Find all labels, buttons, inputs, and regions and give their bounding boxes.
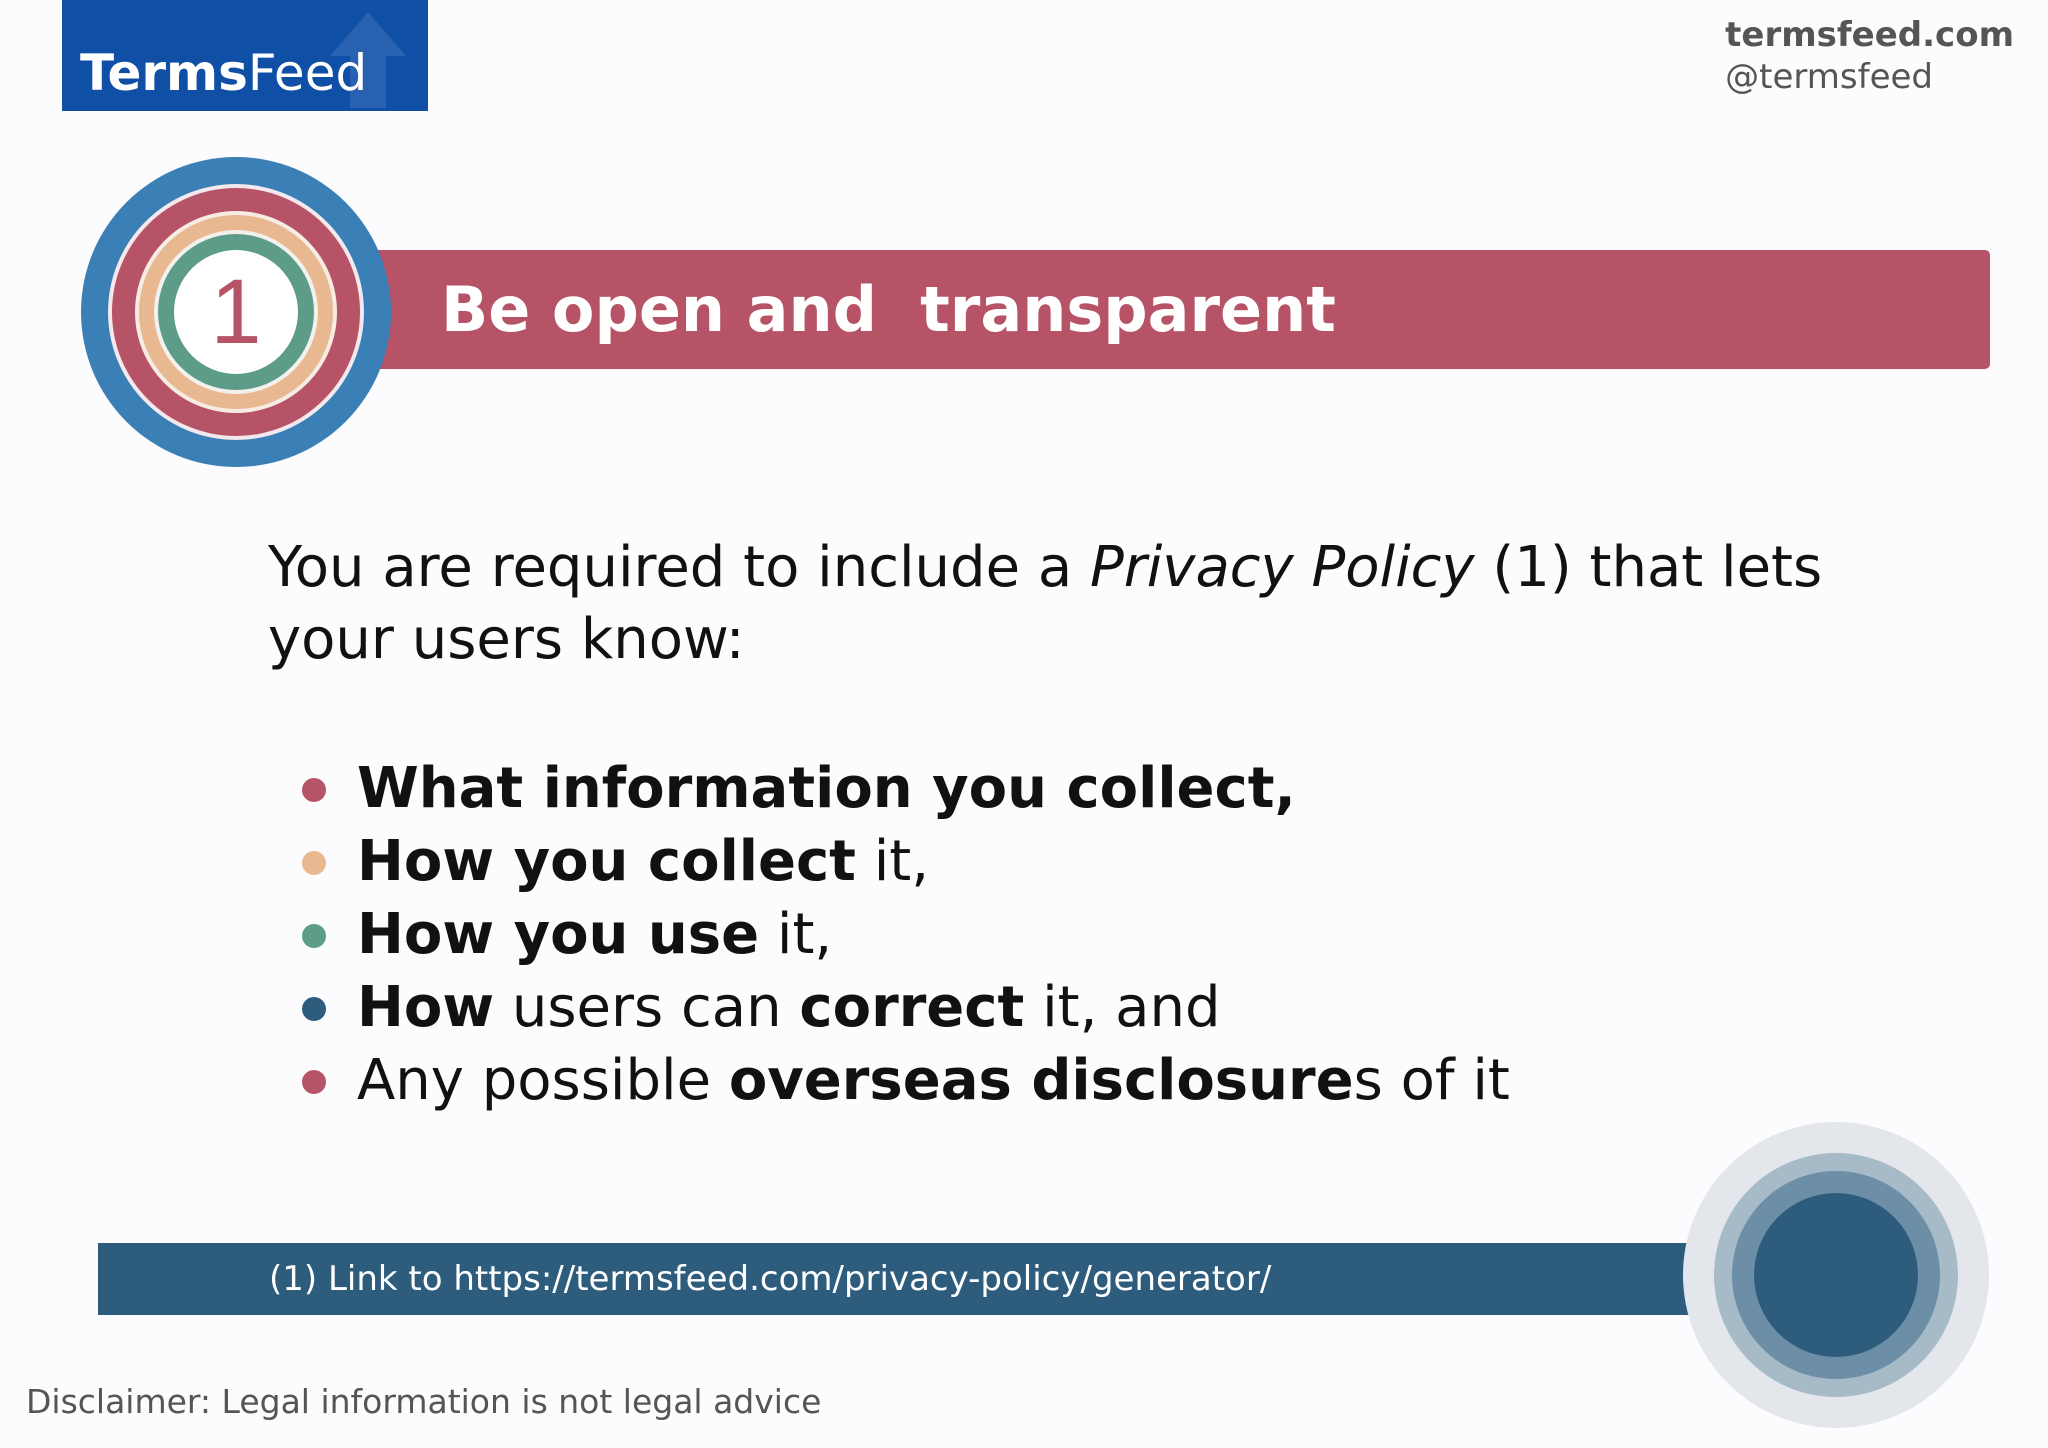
site-handle — [1725, 14, 2014, 98]
social-handle: @termsfeed — [1725, 57, 1933, 97]
badge-number: 1 — [210, 261, 262, 363]
bullet-bold: What information you collect, — [357, 756, 1296, 821]
bullet-list — [302, 752, 1510, 1117]
logo-text — [80, 44, 367, 102]
list-item — [302, 825, 1510, 898]
intro-emphasis: Privacy Policy — [1089, 535, 1475, 600]
termsfeed-logo — [62, 0, 428, 111]
site-url: termsfeed.com — [1725, 15, 2014, 55]
title-banner — [340, 250, 1990, 369]
logo-text-bold: Terms — [80, 44, 248, 102]
bullet-dot-icon — [302, 997, 326, 1021]
intro-text-before: You are required to include a — [268, 535, 1090, 600]
bullet-text: users can — [494, 975, 800, 1040]
bullet-text: Any possible — [357, 1048, 729, 1113]
intro-text — [268, 532, 1828, 676]
logo-text-regular: Feed — [247, 44, 368, 102]
decorative-circles-icon — [1683, 1122, 1989, 1428]
list-item — [302, 752, 1510, 825]
slide-title: Be open and transparent — [441, 273, 1336, 346]
bullet-bold: correct — [799, 975, 1025, 1040]
bullet-dot-icon — [302, 1070, 326, 1094]
bullet-bold: How you use — [357, 902, 760, 967]
intro-text-after: (1) that lets your users know: — [268, 535, 1823, 672]
list-item — [302, 898, 1510, 971]
bullet-bold: overseas disclosure — [728, 1048, 1354, 1113]
list-item — [302, 971, 1510, 1044]
bullet-text: it, — [855, 829, 930, 894]
bullet-bold: How — [357, 975, 495, 1040]
bullet-text: it, — [759, 902, 833, 967]
footnote-link-text: (1) Link to https://termsfeed.com/privacy-policy/generator/ — [269, 1259, 1272, 1299]
bullet-dot-icon — [302, 778, 326, 802]
list-item — [302, 1044, 1510, 1117]
bullet-text: it, and — [1024, 975, 1221, 1040]
bullet-dot-icon — [302, 924, 326, 948]
bullet-text: s of it — [1353, 1048, 1510, 1113]
footnote-bar — [98, 1243, 1833, 1315]
bullet-dot-icon — [302, 851, 326, 875]
bullet-bold: How you collect — [357, 829, 856, 894]
disclaimer-text: Disclaimer: Legal information is not legal advice — [26, 1382, 822, 1421]
